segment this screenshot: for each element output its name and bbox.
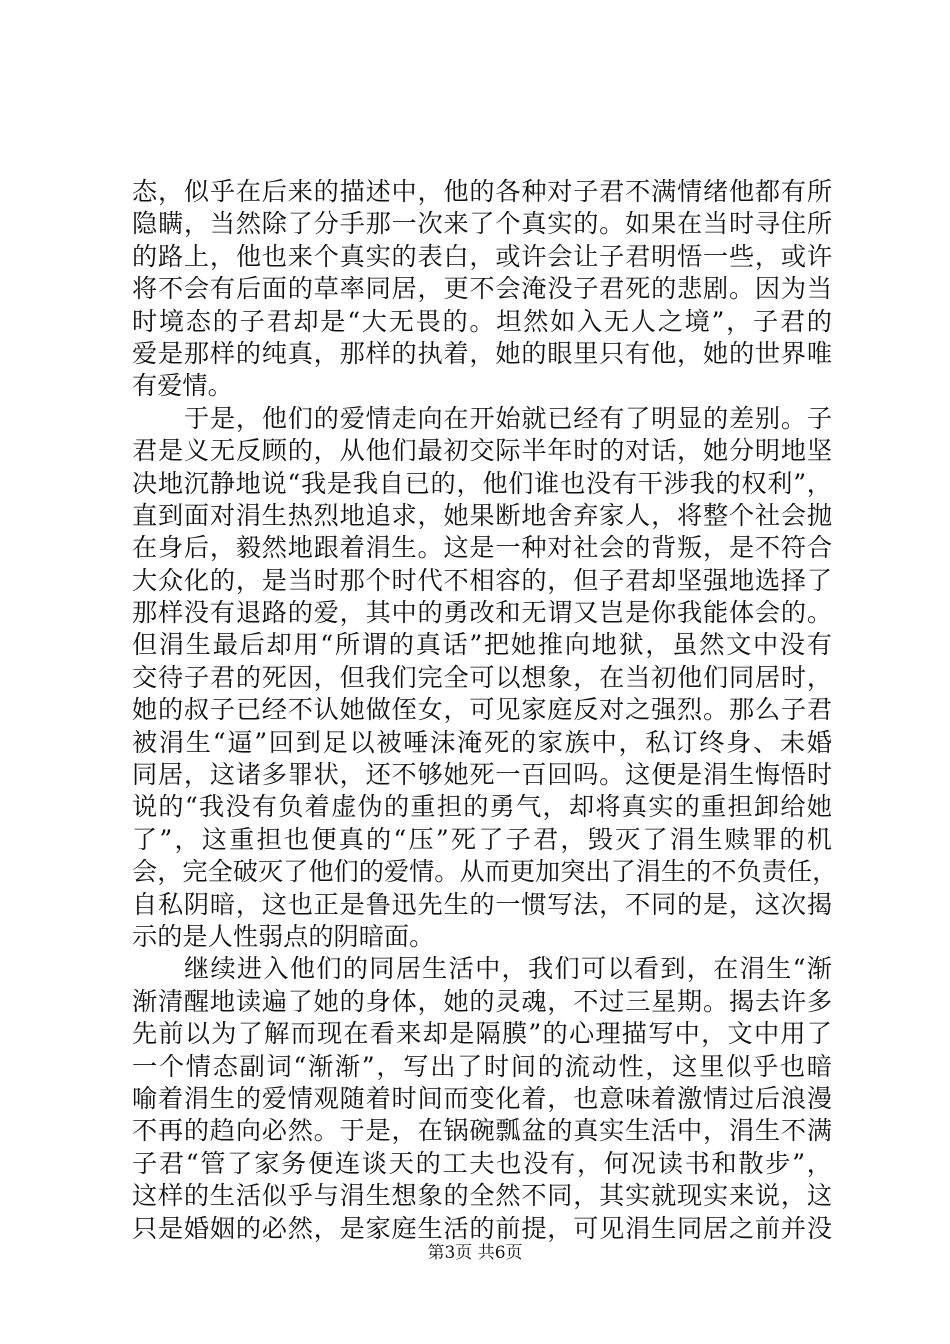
text-line: 时境态的子君却是“大无畏的。坦然如入无人之境”，子君的 xyxy=(132,306,832,336)
text-line: 了”，这重担也便真的“压”死了子君，毁灭了涓生赎罪的机 xyxy=(132,824,832,854)
text-line: 被涓生“逼”回到足以被唾沫淹死的家族中，私订终身、未婚 xyxy=(132,727,832,757)
text-line: 交待子君的死因，但我们完全可以想象，在当初他们同居时， xyxy=(132,662,832,692)
text-line: 决地沉静地说“我是我自已的，他们谁也没有干涉我的权利”， xyxy=(132,468,832,498)
text-line: 一个情态副词“渐渐”，写出了时间的流动性，这里似乎也暗 xyxy=(132,1051,832,1081)
text-line: 爱是那样的纯真，那样的执着，她的眼里只有他，她的世界唯 xyxy=(132,338,832,368)
paragraph-start-line: 于是，他们的爱情走向在开始就已经有了明显的差别。子 xyxy=(184,403,832,433)
page-number-footer: 第3页 共6页 xyxy=(427,1243,523,1263)
text-line: 会，完全破灭了他们的爱情。从而更加突出了涓生的不负责任， xyxy=(132,857,838,887)
text-line: 自私阴暗，这也正是鲁迅先生的一惯写法，不同的是，这次揭 xyxy=(132,889,832,919)
paragraph-start-line: 继续进入他们的同居生活中，我们可以看到，在涓生“渐 xyxy=(184,954,832,984)
text-line: 同居，这诸多罪状，还不够她死一百回吗。这便是涓生悔悟时 xyxy=(132,760,832,790)
text-line: 态，似乎在后来的描述中，他的各种对子君不满情绪他都有所 xyxy=(132,177,832,206)
text-line: 喻着涓生的爱情观随着时间而变化着，也意味着激情过后浪漫 xyxy=(132,1083,832,1113)
body-text xyxy=(132,176,838,1245)
text-line: 君是义无反顾的，从他们最初交际半年时的对话，她分明地坚 xyxy=(132,436,832,466)
text-line: 渐清醒地读遍了她的身体，她的灵魂，不过三星期。揭去许多 xyxy=(132,986,832,1016)
text-line: 先前以为了解而现在看来却是隔膜”的心理描写中，文中用了 xyxy=(132,1019,832,1049)
text-line: 只是婚姻的必然，是家庭生活的前提，可见涓生同居之前并没 xyxy=(132,1213,832,1243)
text-line: 在身后，毅然地跟着涓生。这是一种对社会的背叛，是不符合 xyxy=(132,533,832,563)
text-line: 大众化的，是当时那个时代不相容的，但子君却坚强地选择了 xyxy=(132,565,832,595)
text-line: 她的叔子已经不认她做侄女，可见家庭反对之强烈。那么子君 xyxy=(132,695,832,725)
text-line: 的路上，他也来个真实的表白，或许会让子君明悟一些，或许 xyxy=(132,241,832,271)
text-line: 有爱情。 xyxy=(132,371,233,401)
text-line: 那样没有退路的爱，其中的勇改和无谓又岂是你我能体会的。 xyxy=(132,598,832,628)
text-line: 说的“我没有负着虚伪的重担的勇气，却将真实的重担卸给她 xyxy=(132,792,832,822)
text-line: 将不会有后面的草率同居，更不会淹没子君死的悲剧。因为当 xyxy=(132,274,832,304)
text-line: 直到面对涓生热烈地追求，她果断地舍弃家人，将整个社会抛 xyxy=(132,500,832,530)
text-line: 不再的趋向必然。于是，在锅碗瓢盆的真实生活中，涓生不满 xyxy=(132,1116,832,1146)
text-line: 隐瞒，当然除了分手那一次来了个真实的。如果在当时寻住所 xyxy=(132,209,832,239)
text-line: 子君“管了家务便连谈天的工夫也没有，何况读书和散步”， xyxy=(132,1148,832,1178)
text-line: 示的是人性弱点的阴暗面。 xyxy=(132,921,435,951)
text-line: 这样的生活似乎与涓生想象的全然不同，其实就现实来说，这 xyxy=(132,1181,832,1211)
text-line: 但涓生最后却用“所谓的真话”把她推向地狱，虽然文中没有 xyxy=(132,630,832,660)
